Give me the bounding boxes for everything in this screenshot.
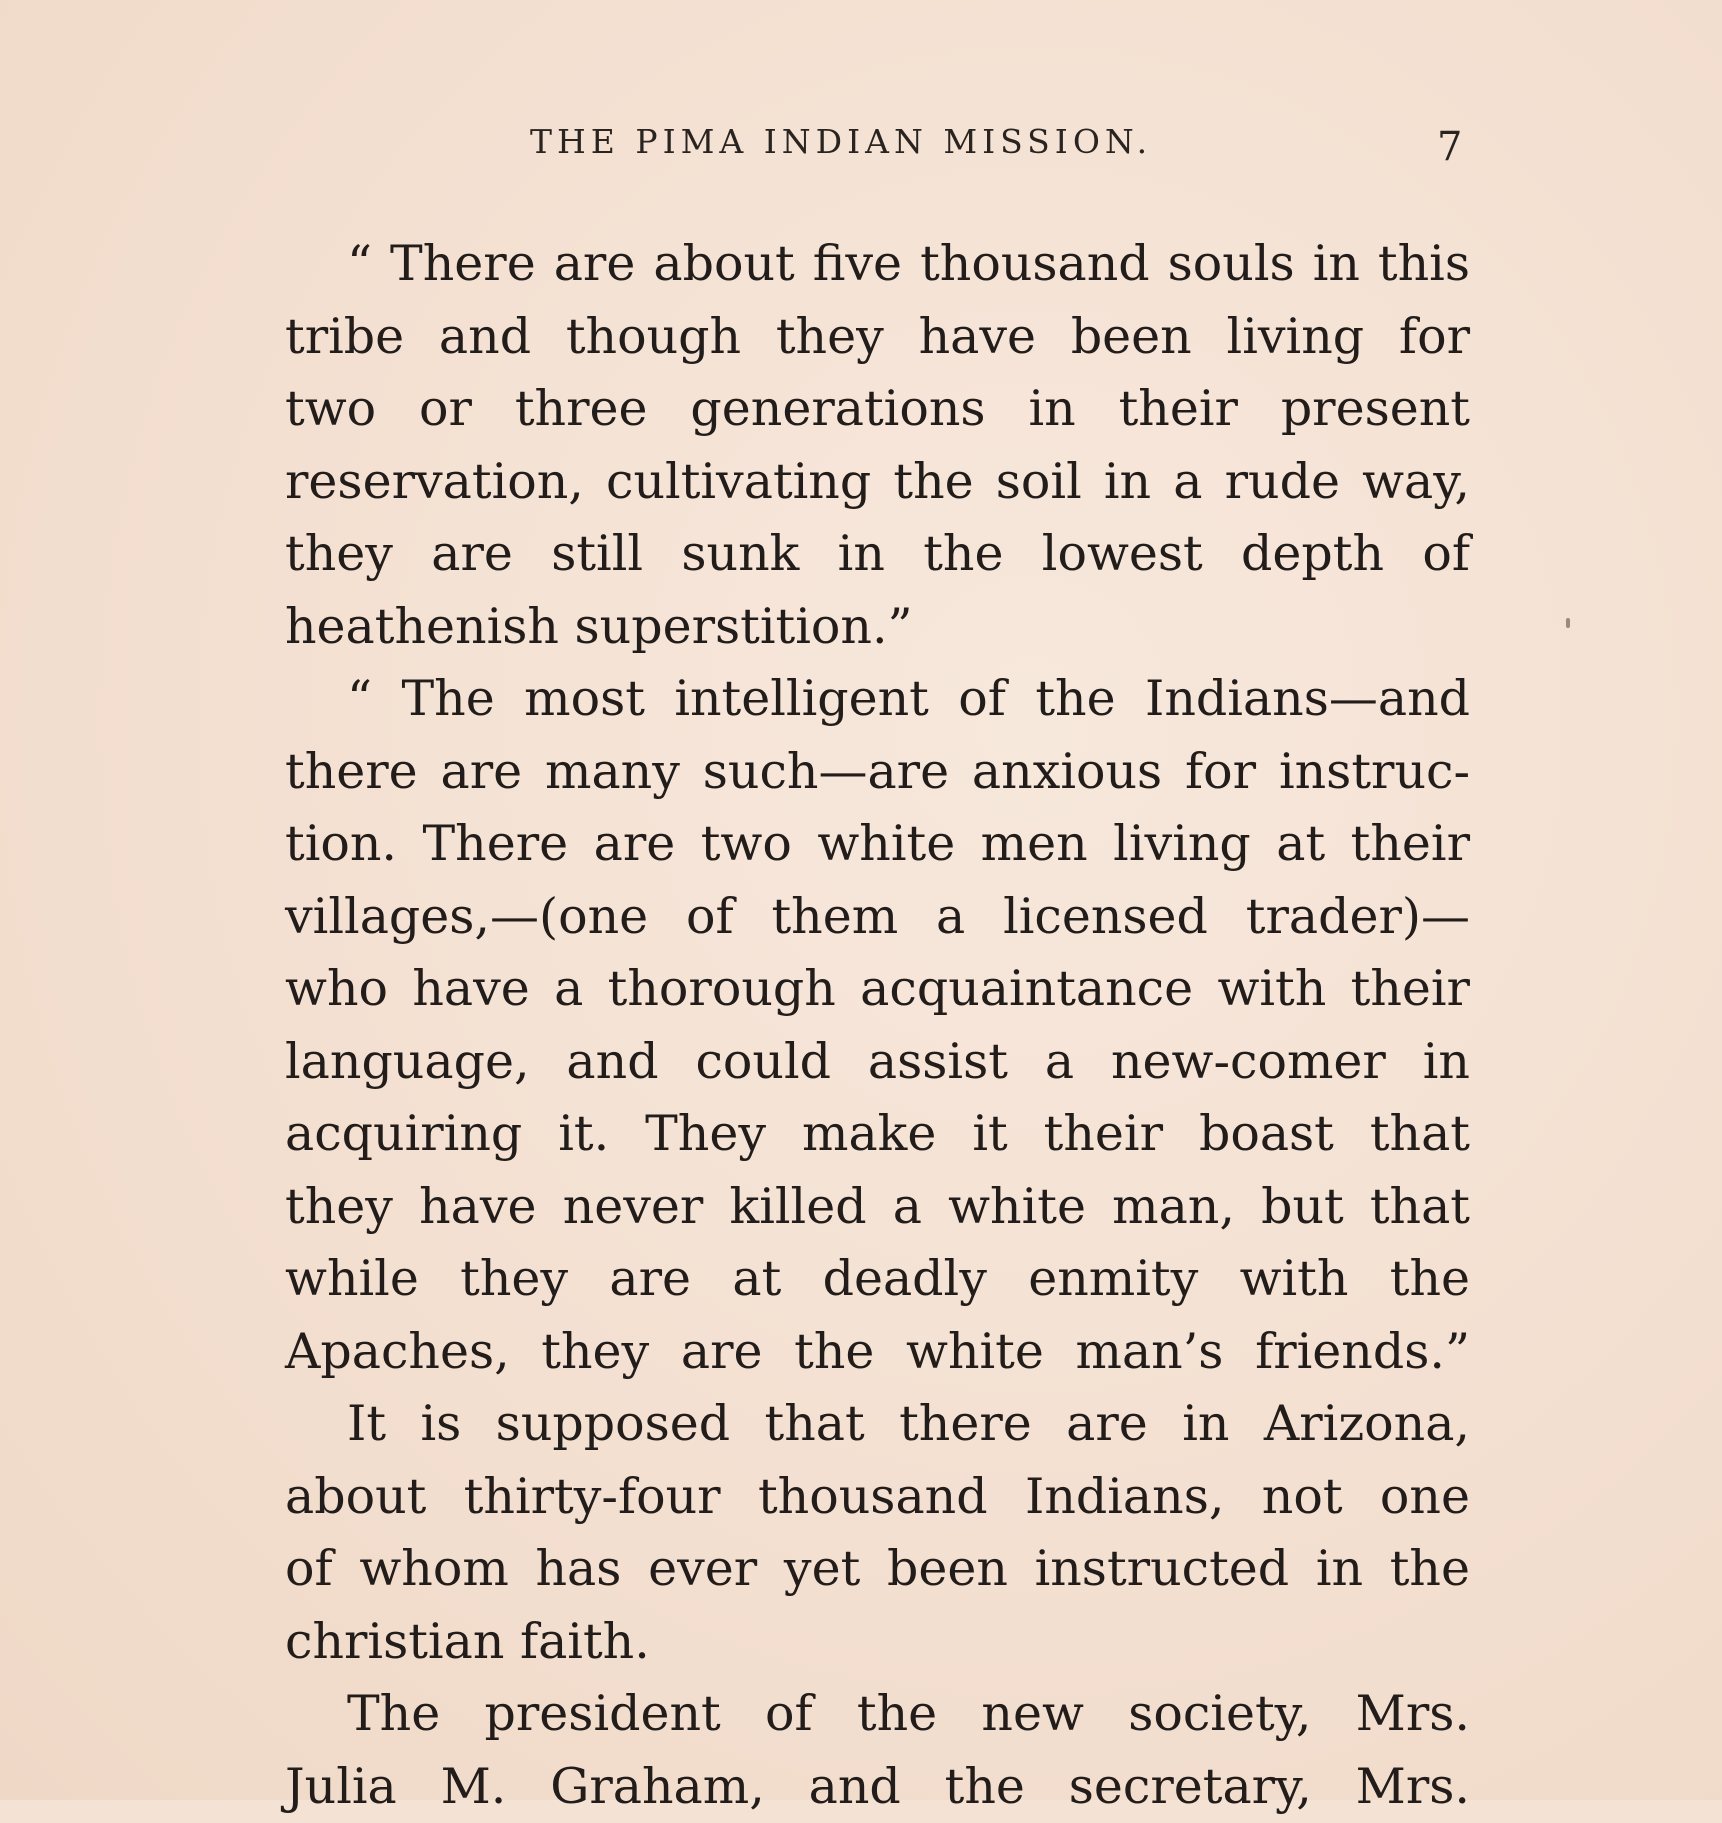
text-line: The president of the new society, Mrs.: [285, 1678, 1470, 1751]
paragraph-4: [285, 1678, 1470, 1823]
paragraph-2: [285, 663, 1470, 1388]
text-line: of whom has ever yet been instructed in the: [285, 1533, 1470, 1606]
text-line: villages,—(one of them a licensed trader)—: [285, 881, 1470, 954]
paragraph-1: [285, 228, 1470, 663]
text-line: Apaches, they are the white man’s friends.”: [285, 1316, 1470, 1389]
paper-speck: [1566, 618, 1570, 628]
text-line: while they are at deadly enmity with the: [285, 1243, 1470, 1316]
text-line: tribe and though they have been living for: [285, 301, 1470, 374]
text-line: Julia M. Graham, and the secretary, Mrs.: [285, 1751, 1470, 1823]
text-line: they have never killed a white man, but that: [285, 1171, 1470, 1244]
text-line: heathenish superstition.”: [285, 591, 1470, 664]
text-line: reservation, cultivating the soil in a rude way,: [285, 446, 1470, 519]
running-title: THE PIMA INDIAN MISSION.: [530, 122, 1152, 161]
text-line: acquiring it. They make it their boast that: [285, 1098, 1470, 1171]
text-line: there are many such—are anxious for instruc-: [285, 736, 1470, 809]
body-text: [285, 228, 1470, 1823]
text-line: “ There are about five thousand souls in this: [285, 228, 1470, 301]
text-line: language, and could assist a new-comer in: [285, 1026, 1470, 1099]
text-line: two or three generations in their present: [285, 373, 1470, 446]
paragraph-3: [285, 1388, 1470, 1678]
text-line: christian faith.: [285, 1606, 1470, 1679]
page-number: 7: [1437, 124, 1462, 170]
text-line: tion. There are two white men living at their: [285, 808, 1470, 881]
text-line: “ The most intelligent of the Indians—and: [285, 663, 1470, 736]
text-line: they are still sunk in the lowest depth of: [285, 518, 1470, 591]
text-line: It is supposed that there are in Arizona,: [285, 1388, 1470, 1461]
text-line: about thirty-four thousand Indians, not one: [285, 1461, 1470, 1534]
text-line: who have a thorough acquaintance with their: [285, 953, 1470, 1026]
